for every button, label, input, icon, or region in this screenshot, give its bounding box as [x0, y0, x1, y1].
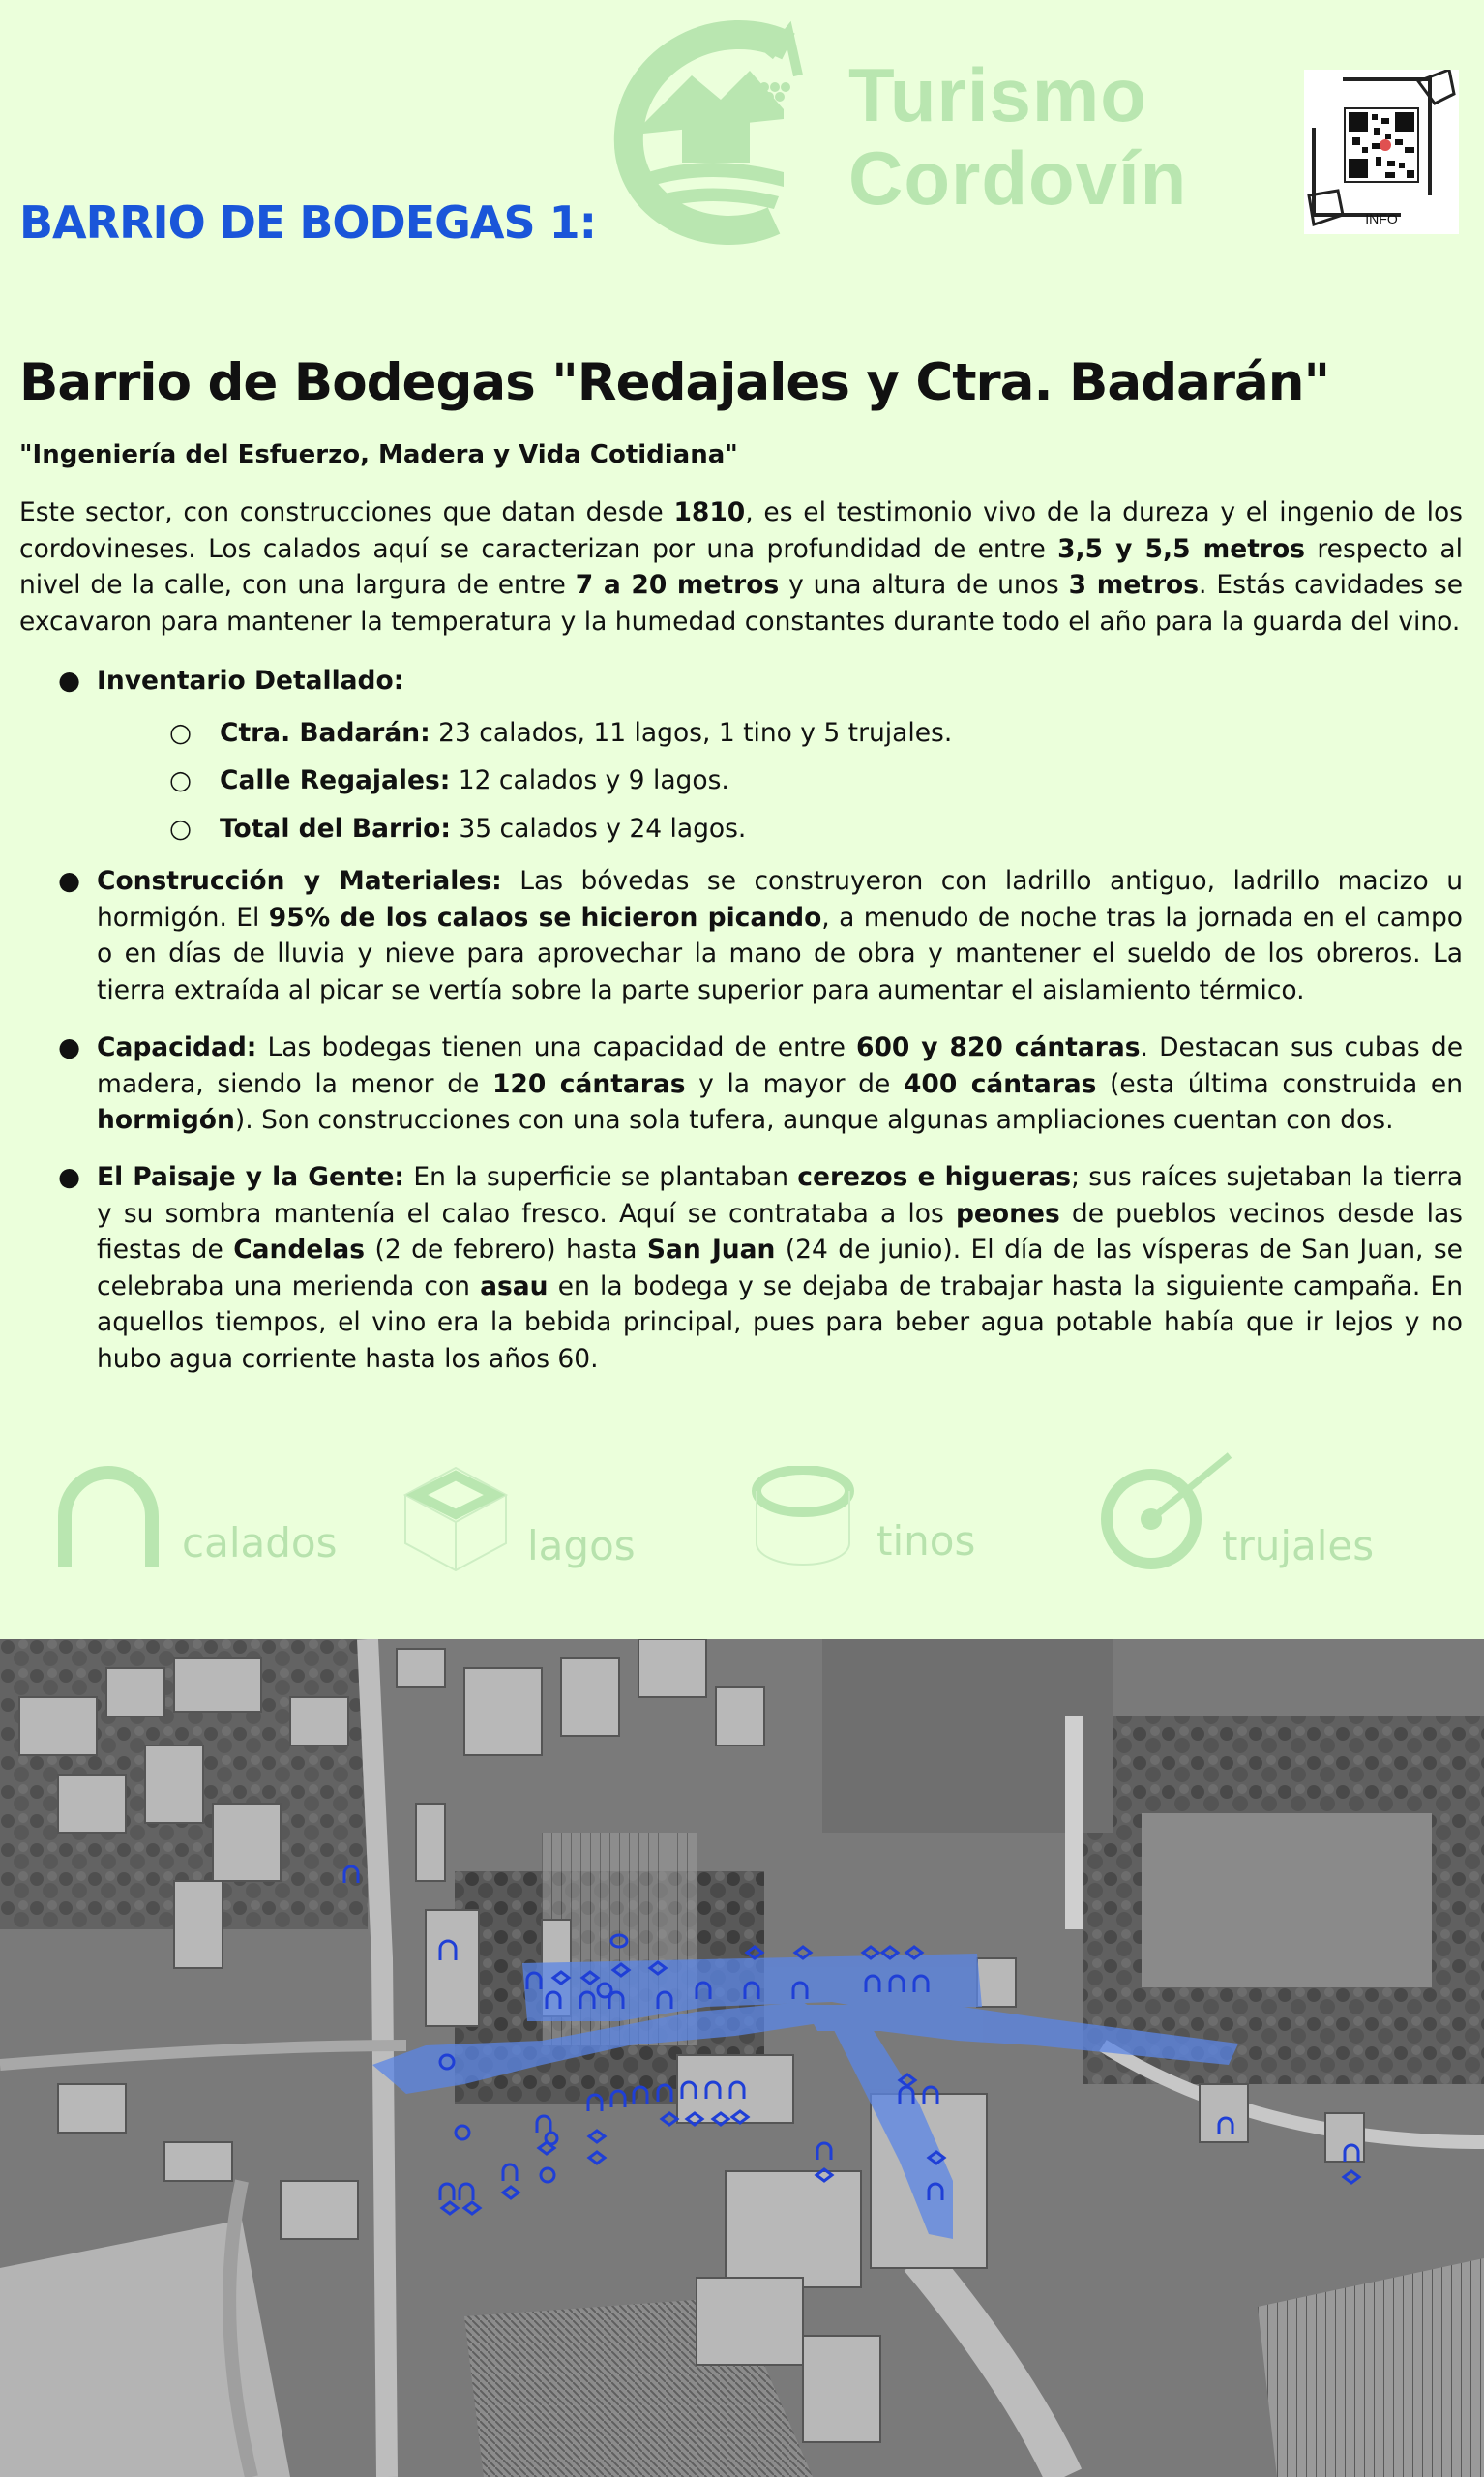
- inventory-heading: Inventario Detallado:: [97, 666, 404, 696]
- brand-line-1: Turismo: [848, 52, 1147, 137]
- inventory-label: Calle Regajales:: [220, 765, 451, 795]
- circle-bullet-icon: ○: [169, 765, 193, 795]
- circle-bullet-icon: ○: [169, 814, 193, 844]
- calado-arch-icon: [53, 1463, 169, 1571]
- bullet-text: El Paisaje y la Gente: En la superficie se plantaban cerezos e higueras; sus raíces sujetaban la tierra y su sombra mantenía el calao fresco. Aquí se contrataba a los peones de pueblos vecinos desde las fiestas de Candelas (2 de febrero) hasta San Juan (24 de junio). El día de las vísperas de San Juan, se celebraba una merienda con asau en la bodega y se dejaba de trabajar hasta la siguiente campaña. En aquellos tiempos, el vino era la bebida principal, pues para beber agua potable había que ir lejos y no hubo agua corriente hasta los años 60.: [97, 1162, 1464, 1374]
- circle-bullet-icon: ○: [169, 718, 193, 748]
- bullet-construction: [58, 863, 1463, 1008]
- page-title: Barrio de Bodegas "Redajales y Ctra. Badarán": [19, 353, 1330, 412]
- inventory-value: 12 calados y 9 lagos.: [450, 765, 729, 795]
- sector-title: BARRIO DE BODEGAS 1:: [19, 196, 597, 249]
- page-subtitle: "Ingeniería del Esfuerzo, Madera y Vida Cotidiana": [19, 440, 738, 469]
- bullet-capacity: [58, 1030, 1463, 1139]
- bullet-landscape: [58, 1159, 1463, 1377]
- legend-trujales: trujales: [1222, 1522, 1375, 1569]
- brand-name: [848, 53, 1187, 220]
- qr-caption: INFO: [1365, 211, 1398, 226]
- bullet-text: Capacidad: Las bodegas tienen una capacidad de entre 600 y 820 cántaras. Destacan sus cubas de madera, siendo la menor de 120 cántaras y la mayor de 400 cántaras (esta última construida en hormigón). Son construcciones con una sola tufera, aunque algunas ampliaciones cuentan con dos.: [97, 1032, 1464, 1135]
- bullet-icon: ●: [58, 666, 81, 696]
- bullet-text: Construcción y Materiales: Las bóvedas se construyeron con ladrillo antiguo, ladrillo macizo u hormigón. El 95% de los calaos se hicieron picando, a menudo de noche tras la jornada en el campo o en días de lluvia y nieve para aprovechar la mano de obra y mantener el sueldo de los obreros. La tierra extraída al picar se vertía sobre la parte superior para aumentar el aislamiento térmico.: [97, 866, 1464, 1005]
- intro-paragraph: Este sector, con construcciones que datan desde 1810, es el testimonio vivo de la dureza y el ingenio de los cordovineses. Los calados aquí se caracterizan por una profundidad de entre 3,5 y 5,5 metros respecto al nivel de la calle, con una largura de entre 7 a 20 metros y una altura de unos 3 metros. Estás cavidades se excavaron para mantener la temperatura y la humedad constantes durante todo el año para la guarda del vino.: [19, 497, 1463, 637]
- inventory-item: [169, 811, 1427, 848]
- inventory-item: [169, 762, 1427, 799]
- bullet-icon: ●: [58, 1162, 81, 1192]
- tino-cylinder-icon: [750, 1466, 856, 1572]
- lago-box-icon: [401, 1466, 510, 1574]
- inventory-value: 23 calados, 11 lagos, 1 tino y 5 trujales.: [430, 718, 953, 748]
- legend-tinos: tinos: [876, 1517, 976, 1565]
- inventory-item: [169, 715, 1427, 752]
- aerial-map[interactable]: [0, 1639, 1484, 2477]
- qr-info-code[interactable]: [1304, 70, 1459, 234]
- legend-calados: calados: [182, 1519, 338, 1567]
- inventory-value: 35 calados y 24 lagos.: [450, 814, 747, 844]
- bullet-icon: ●: [58, 866, 81, 896]
- trujal-press-icon: [1098, 1447, 1233, 1573]
- inventory-label: Total del Barrio:: [220, 814, 451, 844]
- inventory-heading-item: [58, 663, 1463, 700]
- legend-lagos: lagos: [527, 1522, 636, 1569]
- inventory-label: Ctra. Badarán:: [220, 718, 430, 748]
- brand-line-2: Cordovín: [848, 135, 1188, 221]
- qr-code-icon: [1304, 70, 1459, 234]
- bullet-icon: ●: [58, 1032, 81, 1062]
